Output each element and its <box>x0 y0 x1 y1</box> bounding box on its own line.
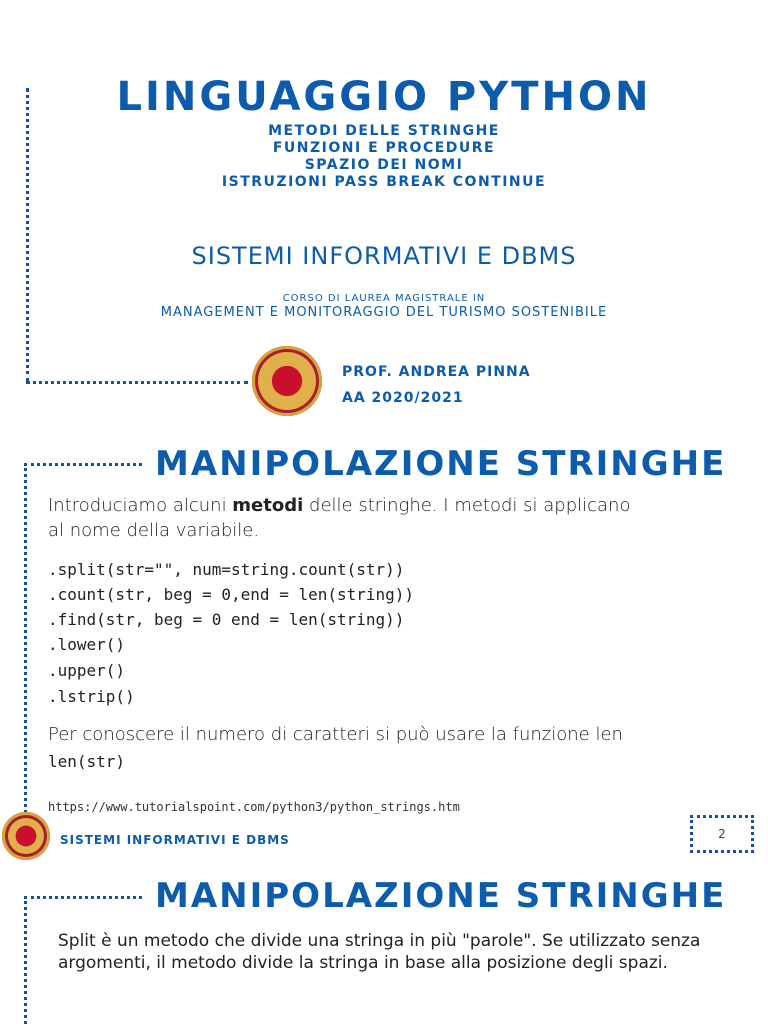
section-title-manipolazione-2: MANIPOLAZIONE STRINGHE <box>155 876 727 916</box>
university-seal-logo <box>252 346 322 416</box>
intro-line-2: al nome della variabile. <box>48 520 260 541</box>
degree-label: CORSO DI LAUREA MAGISTRALE IN <box>282 293 486 304</box>
page-number: 2 <box>718 827 726 841</box>
split-description: Split è un metodo che divide una stringa in più "parole". Se utilizzato senza argomenti, il metodo divide la stringa in base alla posizione degli spazi. <box>58 931 701 973</box>
subtitle-line-2: FUNZIONI E PROCEDURE <box>272 140 496 156</box>
page-number-box <box>690 815 754 853</box>
intro-text-start: Introduciamo alcuni <box>48 495 233 516</box>
reference-link[interactable]: https://www.tutorialspoint.com/python3/python_strings.htm <box>48 800 460 814</box>
intro-keyword: metodi <box>232 495 304 516</box>
slide3-frame-horizontal <box>24 896 142 899</box>
code-lstrip: .lstrip() <box>48 687 135 706</box>
professor-name: PROF. ANDREA PINNA <box>342 364 531 380</box>
code-find: .find(str, beg = 0 end = len(string)) <box>48 610 405 629</box>
subtitle-line-3: SPAZIO DEI NOMI <box>304 157 464 173</box>
len-description: Per conoscere il numero di caratteri si può usare la funzione len <box>48 724 623 745</box>
intro-text-end: delle stringhe. I metodi si applicano <box>303 495 631 516</box>
code-count: .count(str, beg = 0,end = len(string)) <box>48 585 415 604</box>
slide2-frame-vertical <box>24 463 27 813</box>
academic-year: AA 2020/2021 <box>342 390 464 406</box>
section-title-manipolazione: MANIPOLAZIONE STRINGHE <box>155 444 727 484</box>
code-lower: .lower() <box>48 635 126 654</box>
course-title: SISTEMI INFORMATIVI E DBMS <box>191 242 577 270</box>
footer-course-title: SISTEMI INFORMATIVI E DBMS <box>60 833 290 847</box>
code-upper: .upper() <box>48 661 126 680</box>
subtitle-line-1: METODI DELLE STRINGHE <box>268 123 500 139</box>
slide1-frame-horizontal <box>26 381 248 384</box>
subtitle-line-4: ISTRUZIONI PASS BREAK CONTINUE <box>221 174 547 190</box>
slide2-frame-horizontal <box>24 463 142 466</box>
len-code: len(str) <box>48 752 126 771</box>
degree-name: MANAGEMENT E MONITORAGGIO DEL TURISMO SOSTENIBILE <box>160 305 608 320</box>
slide3-frame-vertical <box>24 896 27 1024</box>
code-split: .split(str="", num=string.count(str)) <box>48 560 405 579</box>
intro-paragraph <box>48 493 748 518</box>
footer-seal-logo <box>2 812 50 860</box>
presentation-title: LINGUAGGIO PYTHON <box>116 74 652 120</box>
